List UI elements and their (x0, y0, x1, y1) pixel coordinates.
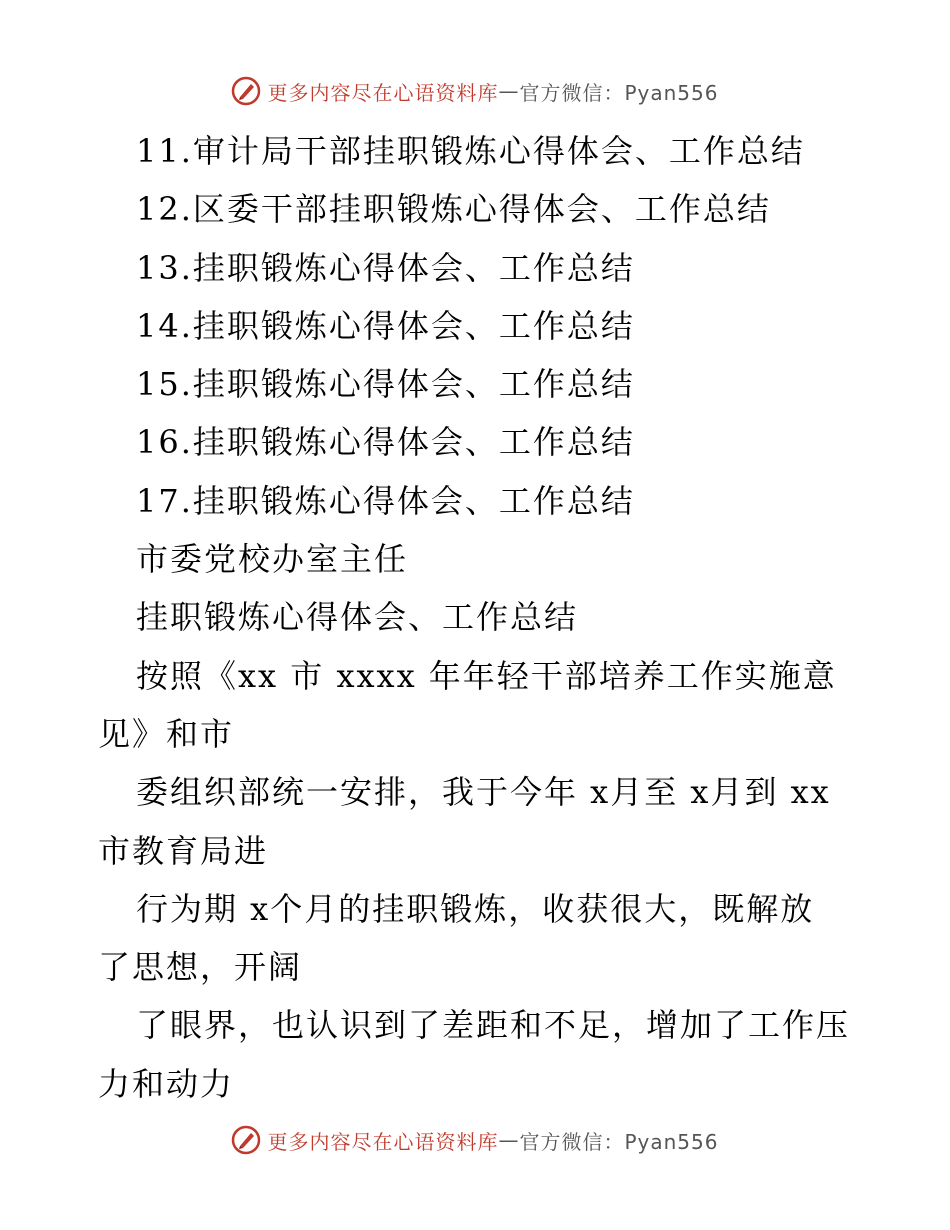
paragraph-line: 见》和市 (98, 714, 235, 753)
pen-circle-logo-icon (231, 76, 261, 106)
article-title: 挂职锻炼心得体会、工作总结 (136, 598, 579, 637)
toc-item-14: 14.挂职锻炼心得体会、工作总结 (136, 306, 635, 345)
toc-item-13: 13.挂职锻炼心得体会、工作总结 (136, 248, 635, 287)
watermark-suffix: 官方微信：Pyan556 (519, 1129, 719, 1154)
author-title: 市委党校办室主任 (136, 540, 409, 579)
watermark-dash: — (498, 1128, 520, 1152)
watermark-prefix: 更多内容尽在心语资料库 (267, 1129, 499, 1154)
paragraph-line: 委组织部统一安排，我于今年 x月至 x月到 xx (136, 773, 831, 812)
document-body (98, 122, 878, 1113)
header-watermark (0, 71, 950, 111)
toc-item-17: 17.挂职锻炼心得体会、工作总结 (136, 481, 635, 520)
watermark-suffix: 官方微信：Pyan556 (519, 80, 719, 105)
paragraph-line: 市教育局进 (98, 831, 269, 870)
paragraph-line: 了眼界，也认识到了差距和不足，增加了工作压 (136, 1006, 851, 1045)
watermark-dash: — (498, 79, 520, 103)
paragraph-line: 力和动力 (98, 1064, 235, 1103)
footer-watermark (0, 1120, 950, 1160)
paragraph-line: 行为期 x个月的挂职锻炼，收获很大，既解放 (136, 889, 815, 928)
toc-item-15: 15.挂职锻炼心得体会、工作总结 (136, 365, 635, 404)
toc-item-12: 12.区委干部挂职锻炼心得体会、工作总结 (136, 190, 771, 229)
toc-item-11: 11.审计局干部挂职锻炼心得体会、工作总结 (136, 132, 805, 170)
pen-circle-logo-icon (231, 1125, 261, 1155)
paragraph-line: 了思想，开阔 (98, 948, 303, 987)
toc-item-16: 16.挂职锻炼心得体会、工作总结 (136, 423, 635, 462)
watermark-prefix: 更多内容尽在心语资料库 (267, 80, 499, 105)
paragraph-line: 按照《xx 市 xxxx 年年轻干部培养工作实施意 (136, 656, 837, 695)
